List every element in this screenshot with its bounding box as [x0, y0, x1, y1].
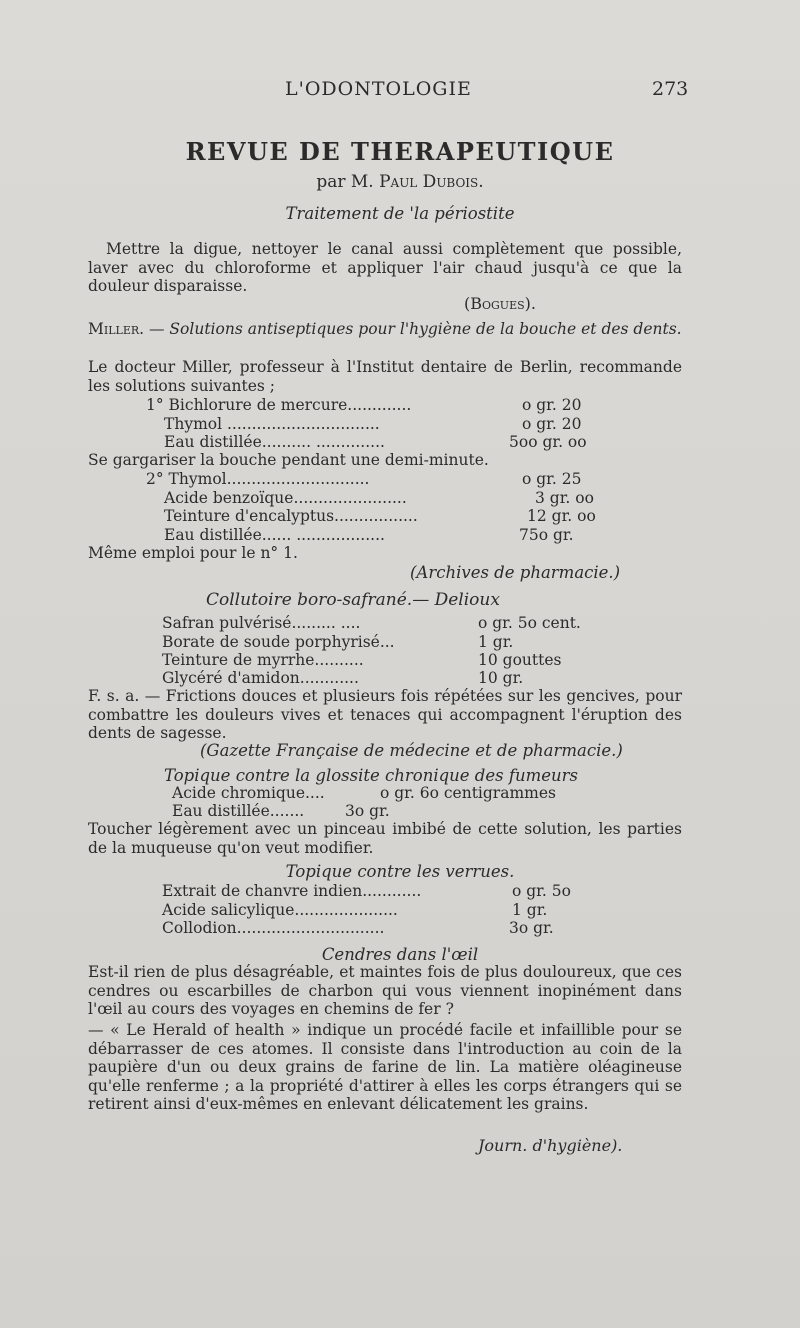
note-meme-emploi: Même emploi pour le n° 1.	[88, 544, 298, 562]
section-heading-miller	[88, 320, 682, 339]
paragraph-frictions	[88, 687, 682, 743]
source-bogues: (Bogues).	[464, 294, 536, 313]
source-journal-hygiene: Journ. d'hygiène).	[478, 1136, 623, 1155]
collutoire-qty-3: 10 gouttes	[478, 651, 562, 669]
collutoire-line-1: Safran pulvérisé......... ....	[162, 614, 361, 632]
verrues-qty-2: 1 gr.	[512, 901, 548, 919]
miller-title: — Solutions antiseptiques pour l'hygiène de la bouche et des dents.	[144, 320, 682, 338]
section-heading-periostite: Traitement de 'la périostite	[285, 204, 515, 223]
formula1-qty-1: o gr. 20	[522, 396, 582, 414]
paragraph-toucher-text: Toucher légèrement avec un pinceau imbibé de cette solution, les parties de la muqueuse qu'on veut modifier.	[88, 820, 682, 857]
formula2-qty-3: 12 gr. oo	[527, 507, 596, 525]
paragraph-periostite-text: Mettre la digue, nettoyer le canal aussi complètement que possible, laver avec du chloroforme et appliquer l'air chaud jusqu'à ce que la douleur disparaisse.	[88, 240, 682, 295]
paragraph-miller-intro	[88, 358, 682, 395]
source-archives: (Archives de pharmacie.)	[410, 563, 621, 582]
formula2-qty-2: 3 gr. oo	[535, 489, 594, 507]
byline	[0, 172, 800, 192]
byline-prefix: par M.	[316, 172, 380, 192]
byline-author: Paul Dubois.	[379, 172, 484, 192]
formula1-qty-3: 5oo gr. oo	[509, 433, 587, 451]
verrues-line-2: Acide salicylique.....................	[162, 901, 398, 919]
formula2-qty-1: o gr. 25	[522, 470, 582, 488]
running-title: L'ODONTOLOGIE	[285, 78, 472, 100]
formula1-line-1: 1° Bichlorure de mercure.............	[146, 396, 412, 414]
collutoire-qty-4: 10 gr.	[478, 669, 524, 687]
glossite-line-2: Eau distillée.......	[172, 802, 305, 820]
section-heading-collutoire: Collutoire boro-safrané.— Delioux	[206, 590, 500, 610]
collutoire-line-4: Glycéré d'amidon............	[162, 669, 359, 687]
verrues-line-3: Collodion..............................	[162, 919, 385, 937]
paragraph-cendres-2-text: — « Le Herald of health » indique un procédé facile et infaillible pour se débarrasser de ces atomes. Il consiste dans l'introduction au coin de la paupière d'un ou deux grains de farine de lin. La matière oléagineuse qu'elle renferme ; a la propriété d'attirer à elles les corps étrangers qui se retirent ainsi d'eux-mêmes en enlevant délicatement les grains.	[88, 1021, 682, 1113]
paragraph-cendres-1	[88, 963, 682, 1019]
verrues-qty-1: o gr. 5o	[512, 882, 571, 900]
collutoire-qty-1: o gr. 5o cent.	[478, 614, 581, 632]
note-gargariser: Se gargariser la bouche pendant une demi-minute.	[88, 451, 489, 469]
section-heading-verrues: Topique contre les verrues.	[285, 862, 515, 881]
formula1-qty-2: o gr. 20	[522, 415, 582, 433]
author-miller: Miller.	[88, 320, 145, 338]
section-heading-glossite: Topique contre la glossite chronique des fumeurs	[164, 766, 578, 785]
formula2-line-3: Teinture d'encalyptus.................	[164, 507, 418, 525]
formula1-line-3: Eau distillée.......... ..............	[164, 433, 385, 451]
article-title: REVUE DE THERAPEUTIQUE	[185, 137, 615, 166]
glossite-qty-2: 3o gr.	[345, 802, 390, 820]
section-heading-cendres: Cendres dans l'œil	[321, 945, 479, 964]
paragraph-cendres-1-text: Est-il rien de plus désagréable, et maintes fois de plus douloureux, que ces cendres ou escarbilles de charbon qui vous viennent inopinément dans l'œil au cours des voyages en chemins de fer ?	[88, 963, 682, 1018]
paragraph-miller-intro-text: Le docteur Miller, professeur à l'Institut dentaire de Berlin, recommande les solutions suivantes ;	[88, 358, 682, 395]
collutoire-line-3: Teinture de myrrhe..........	[162, 651, 364, 669]
collutoire-line-2: Borate de soude porphyrisé...	[162, 633, 395, 651]
formula2-line-2: Acide benzoïque.......................	[164, 489, 407, 507]
paragraph-frictions-text: F. s. a. — Frictions douces et plusieurs fois répétées sur les gencives, pour combattre les douleurs vives et tenaces qui accompagnent l'éruption des dents de sagesse.	[88, 687, 682, 742]
paragraph-cendres-2	[88, 1021, 682, 1114]
source-gazette: (Gazette Française de médecine et de pharmacie.)	[200, 741, 623, 760]
formula1-line-2: Thymol ...............................	[164, 415, 380, 433]
paragraph-periostite	[88, 240, 682, 296]
glossite-line-1: Acide chromique....	[172, 784, 325, 802]
formula2-qty-4: 75o gr.	[519, 526, 574, 544]
formula2-line-4: Eau distillée...... ..................	[164, 526, 385, 544]
page-number: 273	[652, 78, 689, 100]
glossite-qty-1: o gr. 6o centigrammes	[380, 784, 556, 802]
paragraph-toucher	[88, 820, 682, 857]
verrues-line-1: Extrait de chanvre indien............	[162, 882, 422, 900]
formula2-line-1: 2° Thymol.............................	[146, 470, 370, 488]
collutoire-qty-2: 1 gr.	[478, 633, 514, 651]
verrues-qty-3: 3o gr.	[509, 919, 554, 937]
